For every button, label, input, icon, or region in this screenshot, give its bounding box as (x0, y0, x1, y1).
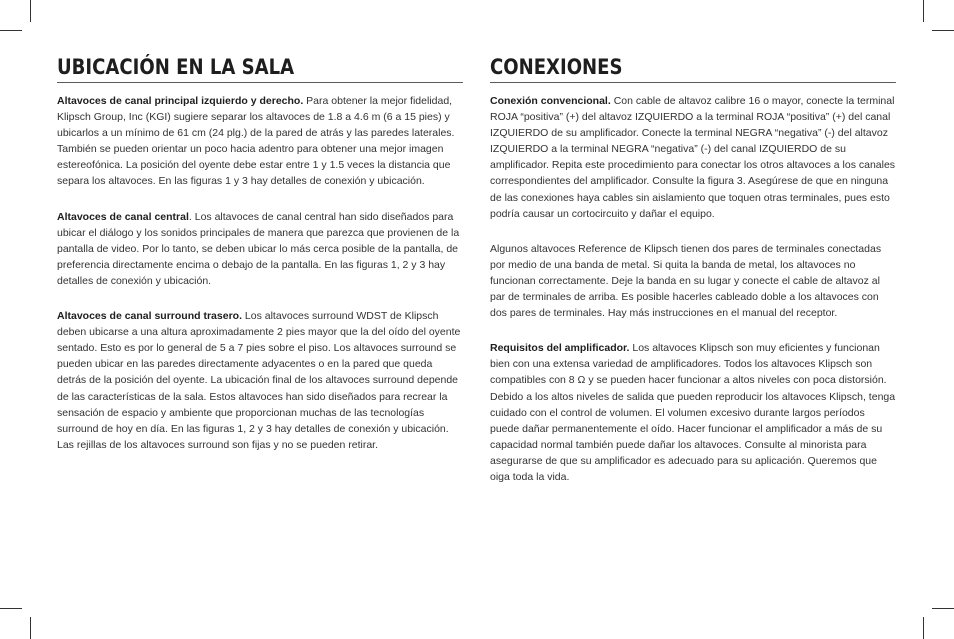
paragraph-heading: Conexión convencional. (490, 95, 611, 107)
section-connections (490, 55, 896, 485)
section-title-connections: CONEXIONES (490, 55, 896, 83)
paragraph-text: Algunos altavoces Reference de Klipsch tienen dos pares de terminales conectadas por medio de una banda de metal. Si quita la banda de metal, los altavoces no funcionan correctamente. Deje la banda en su lugar y conecte el cable de altavoz al par de terminales de arriba. Es posible hacerles cableado doble a los altavoces con dos pares de terminales. Hay más instrucciones en el manual del receptor. (490, 242, 882, 320)
paragraph-text: Los altavoces surround WDST de Klipsch deben ubicarse a una altura aproximadamente 2 pies mayor que la del oído del oyente sentado. Esto es por lo general de 5 a 7 pies sobre el piso. Los altavoces surround se pueden ubicar en las paredes directamente adyacentes o en la pared que queda detrás de la posición del oyente. La ubicación final de los altavoces surround depende de las características de la sala. Estos altavoces han sido diseñados para recrear la sensación de espacio y ambiente que proporcionan muchas de las tecnologías surround de hoy en día. En las figuras 1, 2 y 3 hay detalles de conexión y ubicación. Las rejillas de los altavoces surround son fijas y no se pueden retirar. (57, 310, 461, 451)
paragraph-text: Los altavoces Klipsch son muy eficientes y funcionan bien con una extensa variedad de amplificadores. Todos los altavoces Klipsch son compatibles con 8 Ω y se pueden hacer funcionar a altos niveles con poca distorsión. Debido a los altos niveles de salida que pueden reproducir los altavoces Klipsch, tenga cuidado con el control de volumen. El volumen excesivo durante largos períodos puede dañar permanentemente el oído. Hacer funcionar el amplificador a más de su capacidad normal también puede dañar los altavoces. Consulte al minorista para asegurarse de que su amplificador es adecuado para su aplicación. Queremos que oiga toda la vida. (490, 342, 896, 483)
paragraph-surround-channel (57, 308, 463, 453)
paragraph-text: Para obtener la mejor fidelidad, Klipsch Group, Inc (KGI) sugiere separar los altavoces de 1.8 a 4.6 m (6 a 15 pies) y ubicarlos a un mínimo de 61 cm (24 plg.) de la pared de atrás y las paredes laterales. También se pueden orientar un poco hacia adentro para obtener una mejor imagen estereofónica. La posición del oyente debe estar entre 1 y 1.5 veces la distancia que separa los altavoces. En las figuras 1 y 3 hay detalles de conexión y ubicación. (57, 95, 455, 188)
paragraph-bi-wire (490, 241, 896, 321)
paragraph-conventional-connection (490, 93, 896, 222)
crop-mark (30, 0, 31, 22)
paragraph-amplifier-requirements (490, 340, 896, 485)
section-placement (57, 55, 463, 453)
crop-mark (923, 617, 924, 639)
section-title-placement: UBICACIÓN EN LA SALA (57, 55, 463, 83)
crop-mark (0, 608, 22, 609)
paragraph-heading: Requisitos del amplificador. (490, 342, 630, 355)
crop-mark (932, 608, 954, 609)
crop-mark (923, 0, 924, 22)
paragraph-text: Con cable de altavoz calibre 16 o mayor, conecte la terminal ROJA “positiva” (+) del altavoz IZQUIERDO a la terminal ROJA “positiva” (+) del canal IZQUIERDO de su amplificador. Conecte la terminal NEGRA “negativa” (-) del altavoz IZQUIERDO a la terminal NEGRA “negativa” (-) del canal IZQUIERDO de su amplificador. Repita este procedimiento para conectar los otros altavoces a los canales correspondientes del amplificador. Consulte la figura 3. Asegúrese de que en ninguna de las conexiones haya cables sin aislamiento que toquen otras terminales, pues esto podría causar un cortocircuito y dañar el equipo. (490, 95, 896, 220)
paragraph-heading: Altavoces de canal principal izquierdo y derecho. (57, 95, 304, 107)
paragraph-heading: Altavoces de canal surround trasero. (57, 310, 242, 323)
paragraph-main-channel (57, 93, 463, 190)
paragraph-center-channel (57, 209, 463, 289)
paragraph-text: . Los altavoces de canal central han sido diseñados para ubicar el diálogo y los sonidos principales de manera que parezca que provienen de la pantalla de video. Por lo tanto, se deben ubicar lo más cerca posible de la pantalla, de preferencia directamente encima o debajo de la pantalla. En las figuras 1, 2 y 3 hay detalles de conexión y ubicación. (57, 210, 460, 287)
paragraph-heading: Altavoces de canal central (57, 210, 189, 223)
crop-mark (932, 30, 954, 31)
crop-mark (30, 617, 31, 639)
crop-mark (0, 30, 22, 31)
